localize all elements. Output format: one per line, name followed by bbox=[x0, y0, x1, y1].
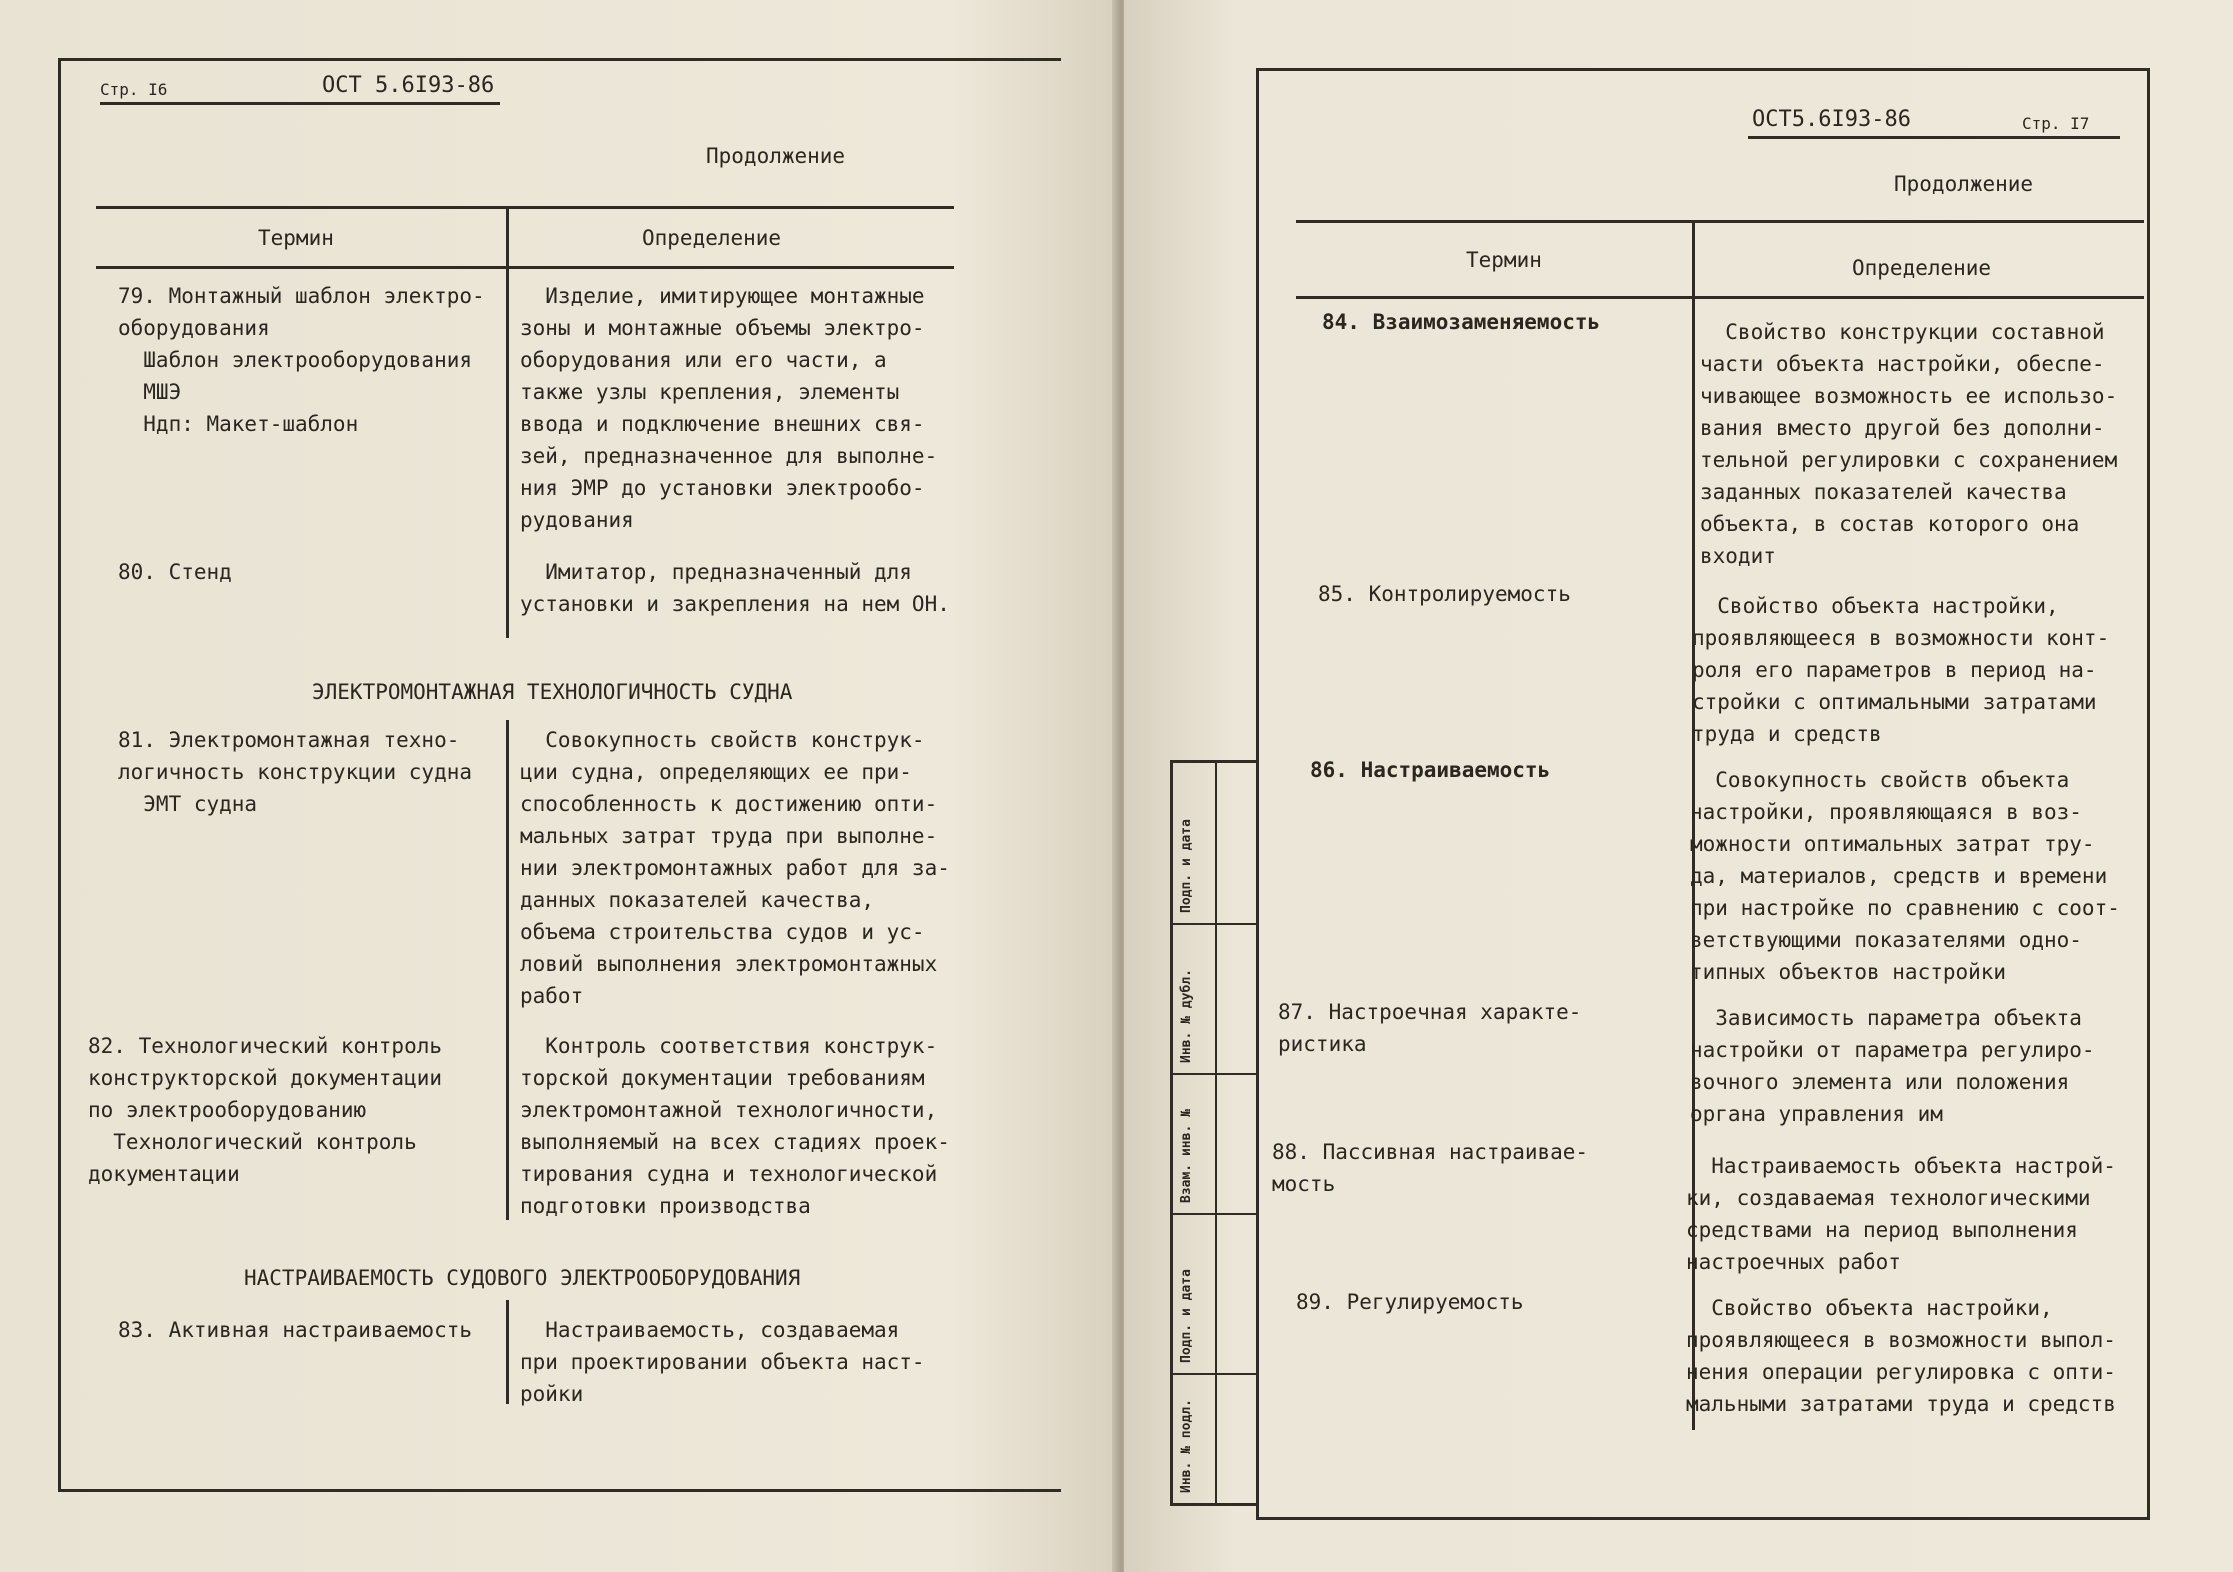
left-header-bottom-rule bbox=[96, 266, 954, 269]
stamp-label: Инв. № дубл. bbox=[1179, 969, 1194, 1063]
left-col-definition-header: Определение bbox=[642, 226, 782, 250]
stamp-row-line bbox=[1173, 1073, 1259, 1075]
stamp-label: Подп. и дата bbox=[1179, 819, 1194, 913]
left-def-80: Имитатор, предназначенный для установки и закрепления на нем ОН. bbox=[520, 560, 950, 616]
right-page-number: Стр. I7 bbox=[2022, 114, 2090, 133]
right-def-85: Свойство объекта настройки, проявляющееся в возможности конт- роля его параметров в период на- стройки с оптимальными затратами труда и средств bbox=[1692, 594, 2110, 746]
left-section-heading-2: НАСТРАИВАЕМОСТЬ СУДОВОГО ЭЛЕКТРООБОРУДОВАНИЯ bbox=[244, 1266, 801, 1290]
left-def-83: Настраиваемость, создаваемая при проектировании объекта наст- ройки bbox=[520, 1318, 925, 1406]
left-column-divider-3 bbox=[506, 1300, 509, 1404]
left-page-number: Стр. I6 bbox=[100, 80, 168, 99]
left-term-80: 80. Стенд bbox=[118, 560, 232, 584]
right-term-85: 85. Контролируемость bbox=[1318, 582, 1571, 606]
right-term-86: 86. Настраиваемость bbox=[1310, 758, 1551, 782]
right-def-89: Свойство объекта настройки, проявляющееся в возможности выпол- нения операции регулировка с опти- мальными затратами труда и средств bbox=[1686, 1296, 2116, 1416]
right-table-top-rule bbox=[1296, 220, 2144, 223]
right-def-86: Совокупность свойств объекта настройки, проявляющаяся в воз- можности оптимальных затрат тру- да, материалов, средств и времени при настройке по сравнению с соот- ветствующими показателями одно- типных объектов настройки bbox=[1690, 768, 2120, 984]
stamp-row-line bbox=[1173, 1213, 1259, 1215]
right-col-definition-header: Определение bbox=[1852, 256, 1992, 280]
left-col-term-header: Термин bbox=[258, 226, 334, 250]
right-header-rule bbox=[1748, 136, 2120, 139]
left-continuation: Продолжение bbox=[706, 144, 846, 168]
stamp-row-line bbox=[1173, 1373, 1259, 1375]
left-def-81: Совокупность свойств конструк- ции судна, определяющих ее при- способленность к достижению опти- мальных затрат труда при выполне- нии электромонтажных работ для за- данных показателей качества, объема строительства судов и ус- ловий выполнения электромонтажных работ bbox=[520, 728, 950, 1008]
stamp-row-line bbox=[1173, 923, 1259, 925]
left-standard-code: ОСТ 5.6I93-86 bbox=[322, 73, 495, 98]
stamp-divider bbox=[1215, 763, 1217, 1503]
left-section-heading-1: ЭЛЕКТРОМОНТАЖНАЯ ТЕХНОЛОГИЧНОСТЬ СУДНА bbox=[312, 680, 793, 704]
stamp-label: Подп. и дата bbox=[1179, 1269, 1194, 1363]
right-term-88: 88. Пассивная настраивае- мость bbox=[1272, 1140, 1589, 1196]
left-term-82: 82. Технологический контроль конструкторской документации по электрооборудованию Технологический контроль документации bbox=[88, 1034, 443, 1186]
left-column-divider-2 bbox=[506, 720, 509, 1220]
right-standard-code: ОСТ5.6I93-86 bbox=[1752, 107, 1911, 132]
left-column-divider-1 bbox=[506, 206, 509, 638]
left-header-rule bbox=[100, 102, 500, 105]
right-def-88: Настраиваемость объекта настрой- ки, создаваемая технологическими средствами на период выполнения настроечных работ bbox=[1686, 1154, 2116, 1274]
left-term-81: 81. Электромонтажная техно- логичность конструкции судна ЭМТ судна bbox=[118, 728, 473, 816]
document-stamp-block bbox=[1170, 760, 1259, 1506]
right-term-84: 84. Взаимозаменяемость bbox=[1322, 310, 1601, 334]
left-term-79: 79. Монтажный шаблон электро- оборудования Шаблон электрооборудования МШЭ Ндп: Макет-шаблон bbox=[118, 284, 485, 436]
left-table-top-rule bbox=[96, 206, 954, 209]
right-col-term-header: Термин bbox=[1466, 248, 1542, 272]
right-def-87: Зависимость параметра объекта настройки от параметра регулиро- вочного элемента или положения органа управления им bbox=[1690, 1006, 2095, 1126]
stamp-label: Взам. инв. № bbox=[1179, 1109, 1194, 1203]
left-def-82: Контроль соответствия конструк- торской документации требованиям электромонтажной технологичности, выполняемый на всех стадиях проек- тирования судна и технологической подготовки производства bbox=[520, 1034, 950, 1218]
right-term-89: 89. Регулируемость bbox=[1296, 1290, 1524, 1314]
right-header-bottom-rule bbox=[1296, 296, 2144, 299]
right-term-87: 87. Настроечная характе- ристика bbox=[1278, 1000, 1582, 1056]
stamp-label: Инв. № подл. bbox=[1179, 1399, 1194, 1493]
right-continuation: Продолжение bbox=[1894, 172, 2034, 196]
left-def-79: Изделие, имитирующее монтажные зоны и монтажные объемы электро- оборудования или его части, а также узлы крепления, элементы ввода и подключение внешних свя- зей, предназначенное для выполне- ния ЭМР до установки электрообо- рудования bbox=[520, 284, 938, 532]
right-def-84: Свойство конструкции составной части объекта настройки, обеспе- чивающее возможность ее использо- вания вместо другой без дополни- тельной регулировки с сохранением заданных показателей качества объекта, в состав которого она входит bbox=[1700, 320, 2118, 568]
left-term-83: 83. Активная настраиваемость bbox=[118, 1318, 473, 1342]
